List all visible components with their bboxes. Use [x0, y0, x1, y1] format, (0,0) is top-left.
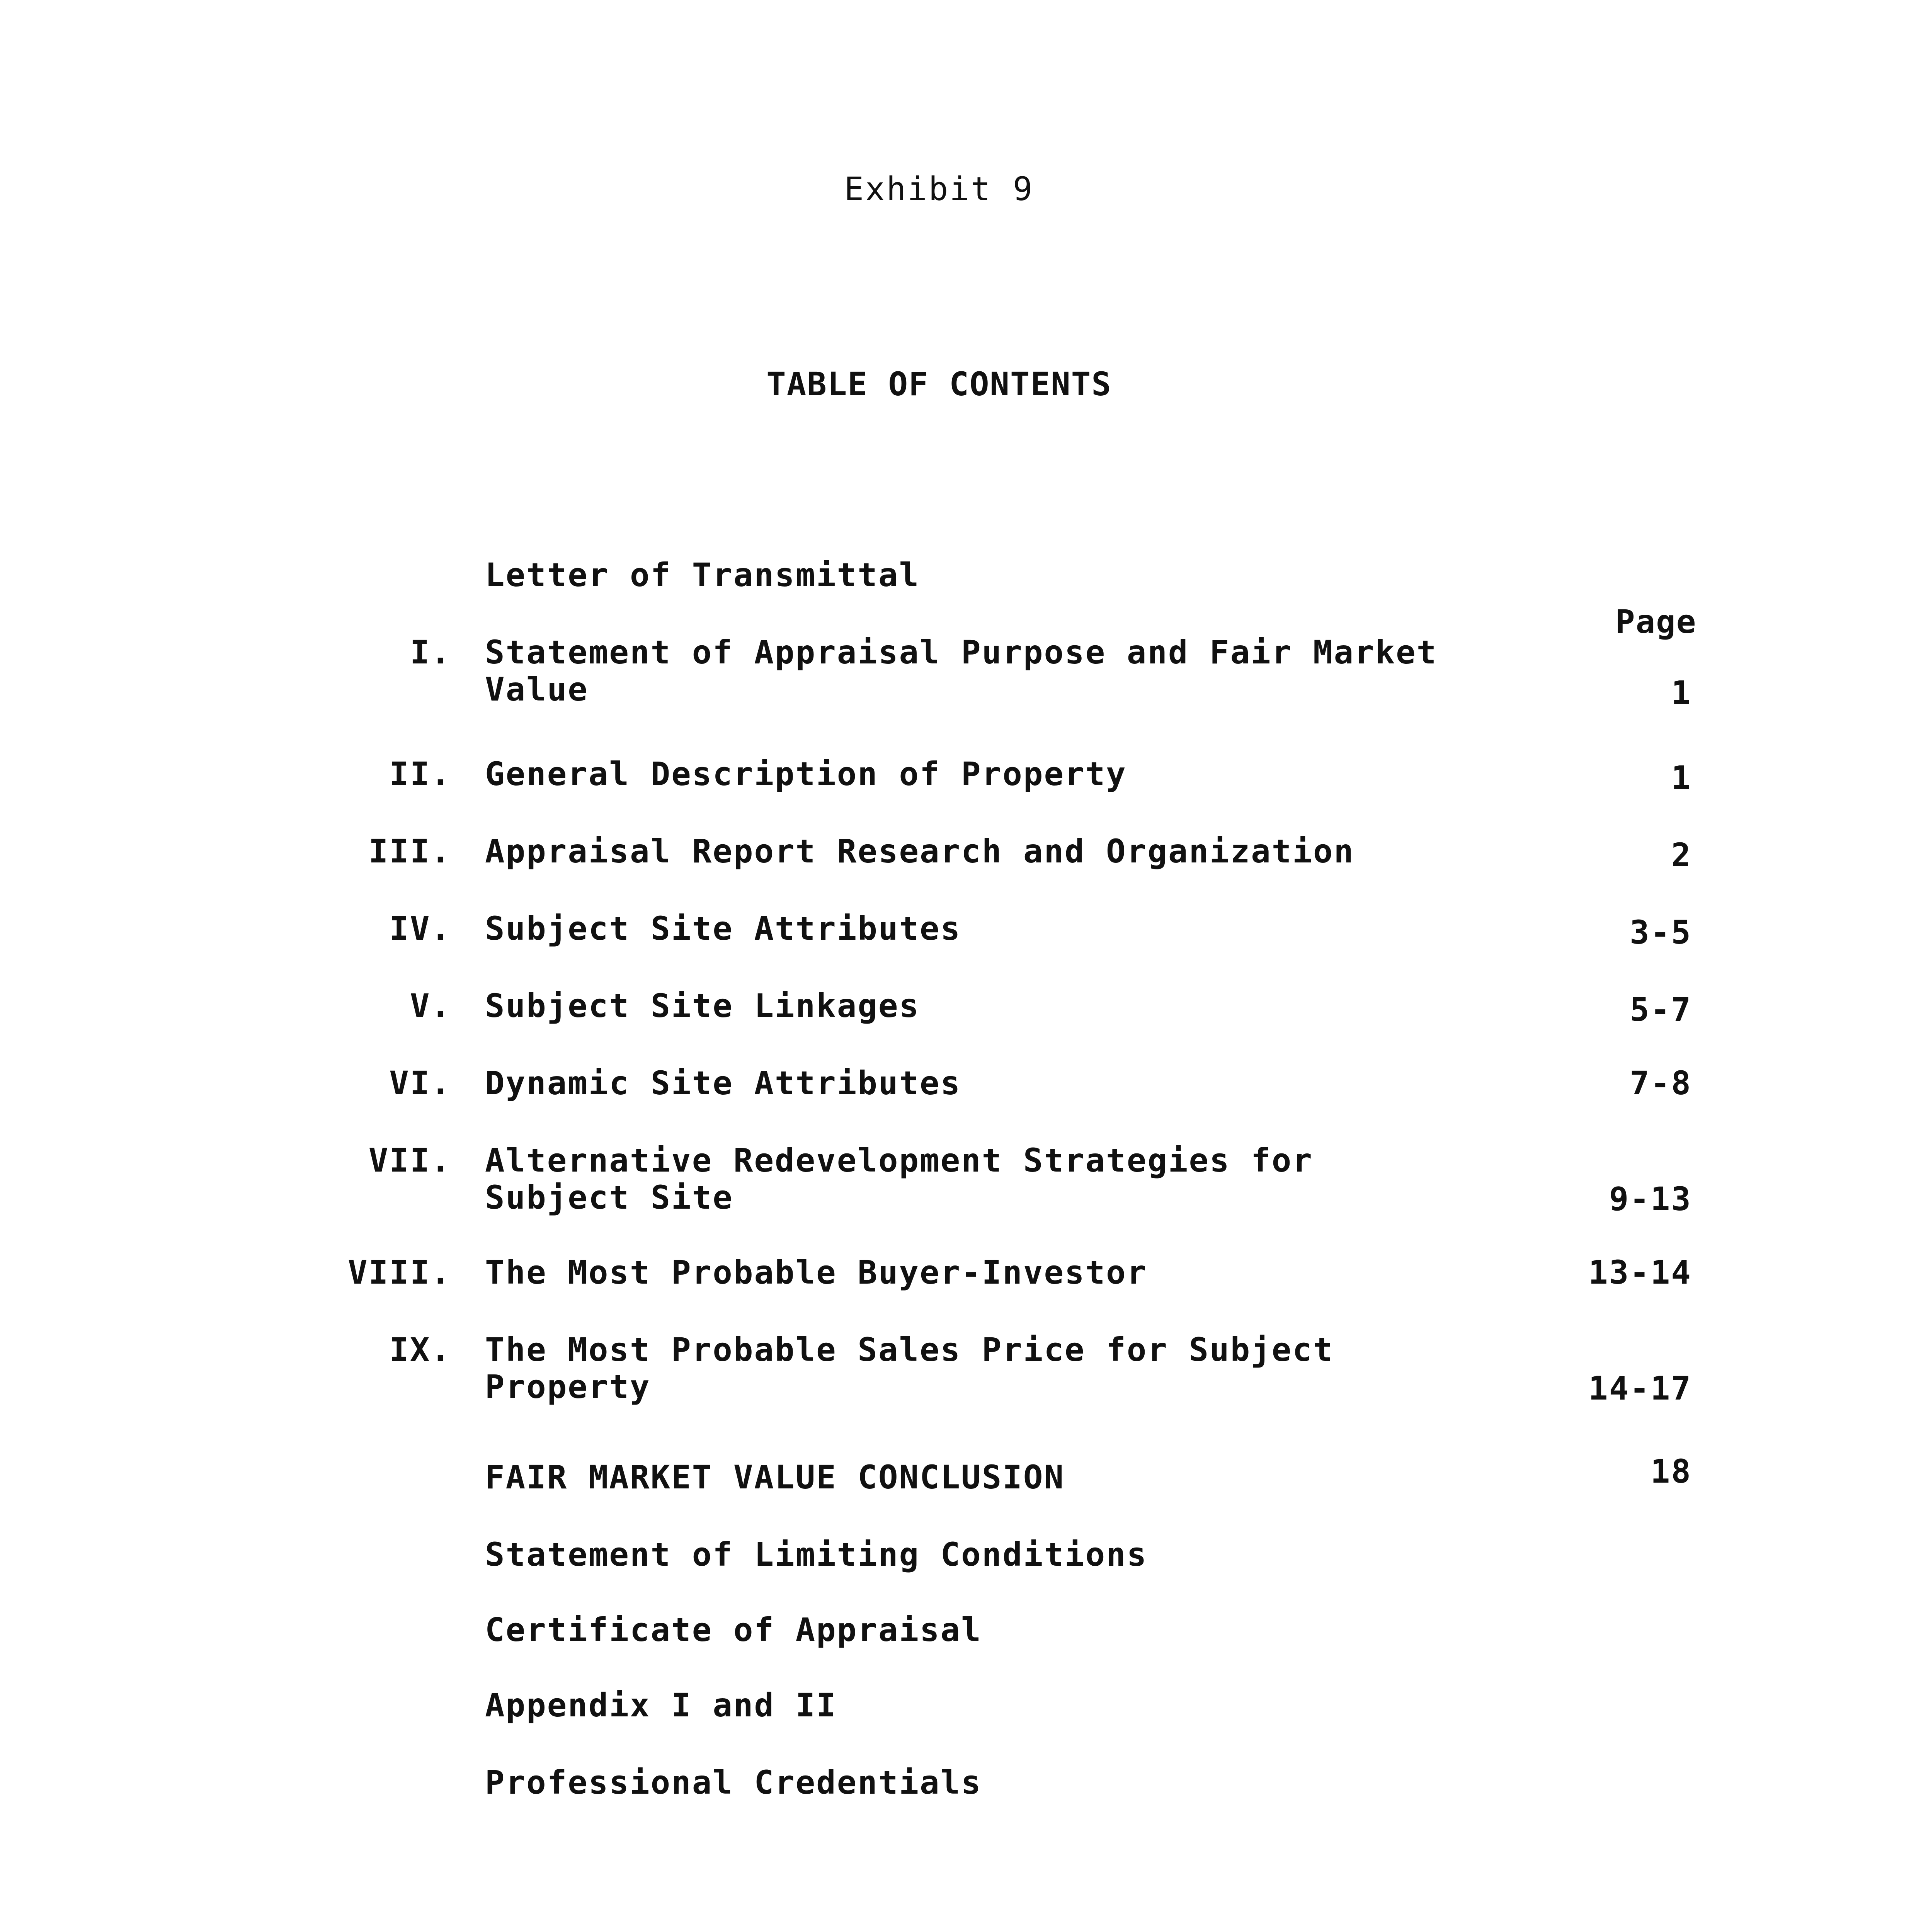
page-column-header: Page: [1615, 603, 1697, 641]
entry-number: III.: [368, 832, 451, 870]
entry-title: Dynamic Site Attributes: [485, 1064, 961, 1102]
entry-title: FAIR MARKET VALUE CONCLUSION: [485, 1458, 1065, 1496]
entry-page: 1: [1671, 674, 1692, 712]
entry-page: 18: [1650, 1452, 1692, 1490]
entry-title: Subject Site Linkages: [485, 987, 920, 1025]
entry-page: 5-7: [1630, 991, 1692, 1029]
entry-number: VII.: [368, 1141, 451, 1179]
entry-title: Certificate of Appraisal: [485, 1611, 982, 1649]
entry-title: Professional Credentials: [485, 1764, 982, 1801]
entry-page: 9-13: [1609, 1180, 1692, 1218]
toc-title: TABLE OF CONTENTS: [766, 365, 1112, 403]
entry-number: VI.: [389, 1064, 451, 1102]
entry-title: The Most Probable Buyer-Investor: [485, 1253, 1148, 1291]
entry-page: 13-14: [1588, 1253, 1692, 1291]
entry-number: IV.: [389, 910, 451, 947]
entry-page: 7-8: [1630, 1064, 1692, 1102]
entry-title: Appraisal Report Research and Organization: [485, 832, 1355, 870]
entry-title: The Most Probable Sales Price for Subject Property: [485, 1331, 1334, 1406]
entry-number: IX.: [389, 1331, 451, 1369]
entry-page: 1: [1671, 759, 1692, 797]
entry-page: 3-5: [1630, 913, 1692, 951]
entry-number: I.: [410, 633, 451, 671]
entry-title: Alternative Redevelopment Strategies for Subject Site: [485, 1141, 1313, 1216]
entry-number: V.: [410, 987, 451, 1025]
entry-title: Letter of Transmittal: [485, 556, 920, 594]
entry-page: 14-17: [1588, 1369, 1692, 1407]
entry-number: II.: [389, 755, 451, 793]
entry-title: Appendix I and II: [485, 1686, 837, 1724]
entry-title: Subject Site Attributes: [485, 910, 961, 947]
entry-title: Statement of Appraisal Purpose and Fair Market Value: [485, 633, 1438, 708]
entry-title: Statement of Limiting Conditions: [485, 1536, 1148, 1573]
entry-page: 2: [1671, 836, 1692, 874]
entry-number: VIII.: [348, 1253, 451, 1291]
exhibit-label: Exhibit 9: [844, 170, 1034, 208]
entry-title: General Description of Property: [485, 755, 1127, 793]
